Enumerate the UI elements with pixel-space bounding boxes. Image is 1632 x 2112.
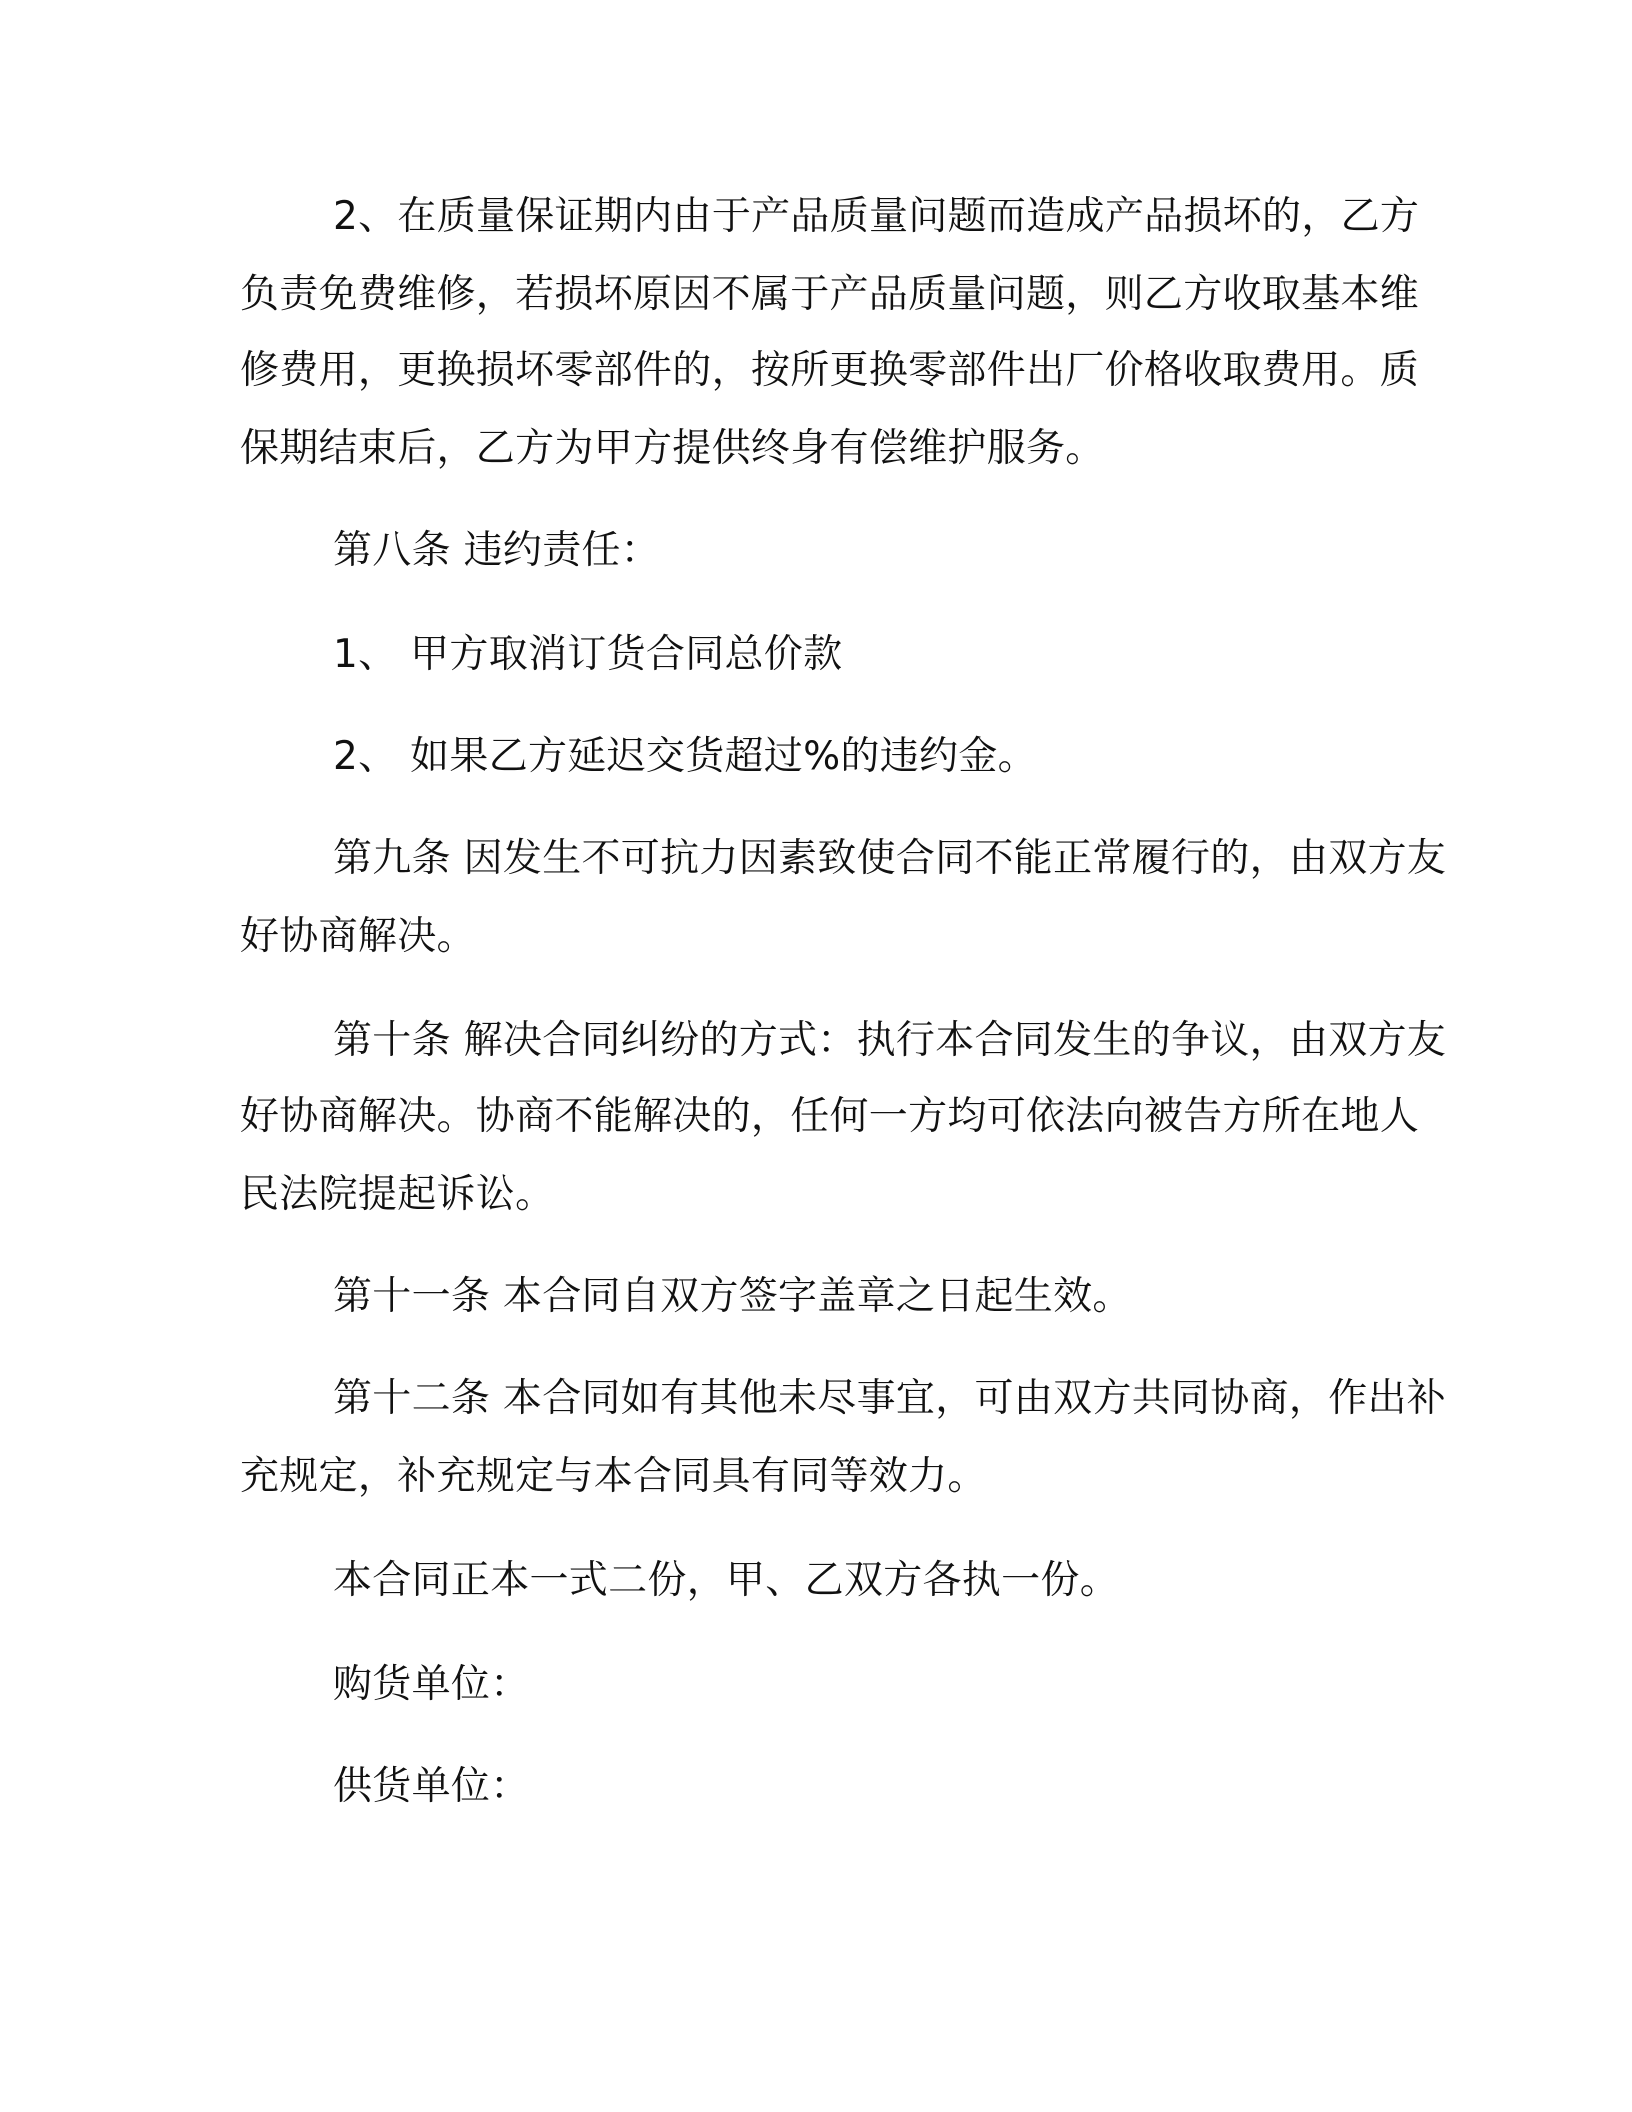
- article-8-item-1: 1、 甲方取消订货合同总价款: [333, 632, 843, 677]
- warranty-clause-line-4: 保期结束后，乙方为甲方提供终身有偿维护服务。: [240, 426, 1105, 471]
- warranty-clause-line-3: 修费用，更换损坏零部件的，按所更换零部件出厂价格收取费用。质: [240, 348, 1420, 393]
- warranty-clause-line-1: 2、在质量保证期内由于产品质量问题而造成产品损坏的，乙方: [333, 194, 1420, 239]
- article-9-line-1: 第九条 因发生不可抗力因素致使合同不能正常履行的，由双方友: [333, 836, 1447, 881]
- warranty-clause-line-2: 负责免费维修，若损坏原因不属于产品质量问题，则乙方收取基本维: [240, 272, 1420, 317]
- article-8-heading: 第八条 违约责任：: [333, 528, 661, 573]
- copies-statement: 本合同正本一式二份，甲、乙双方各执一份。: [333, 1558, 1120, 1603]
- purchaser-label: 购货单位：: [333, 1662, 530, 1707]
- article-10-line-1: 第十条 解决合同纠纷的方式：执行本合同发生的争议，由双方友: [333, 1018, 1447, 1063]
- article-10-line-2: 好协商解决。协商不能解决的，任何一方均可依法向被告方所在地人: [240, 1094, 1420, 1139]
- article-8-item-2: 2、 如果乙方延迟交货超过%的违约金。: [333, 734, 1037, 779]
- article-10-line-3: 民法院提起诉讼。: [240, 1172, 555, 1217]
- article-9-line-2: 好协商解决。: [240, 914, 476, 959]
- article-12-line-1: 第十二条 本合同如有其他未尽事宜，可由双方共同协商，作出补: [333, 1376, 1447, 1421]
- article-11: 第十一条 本合同自双方签字盖章之日起生效。: [333, 1274, 1132, 1319]
- article-12-line-2: 充规定，补充规定与本合同具有同等效力。: [240, 1454, 987, 1499]
- supplier-label: 供货单位：: [333, 1764, 530, 1809]
